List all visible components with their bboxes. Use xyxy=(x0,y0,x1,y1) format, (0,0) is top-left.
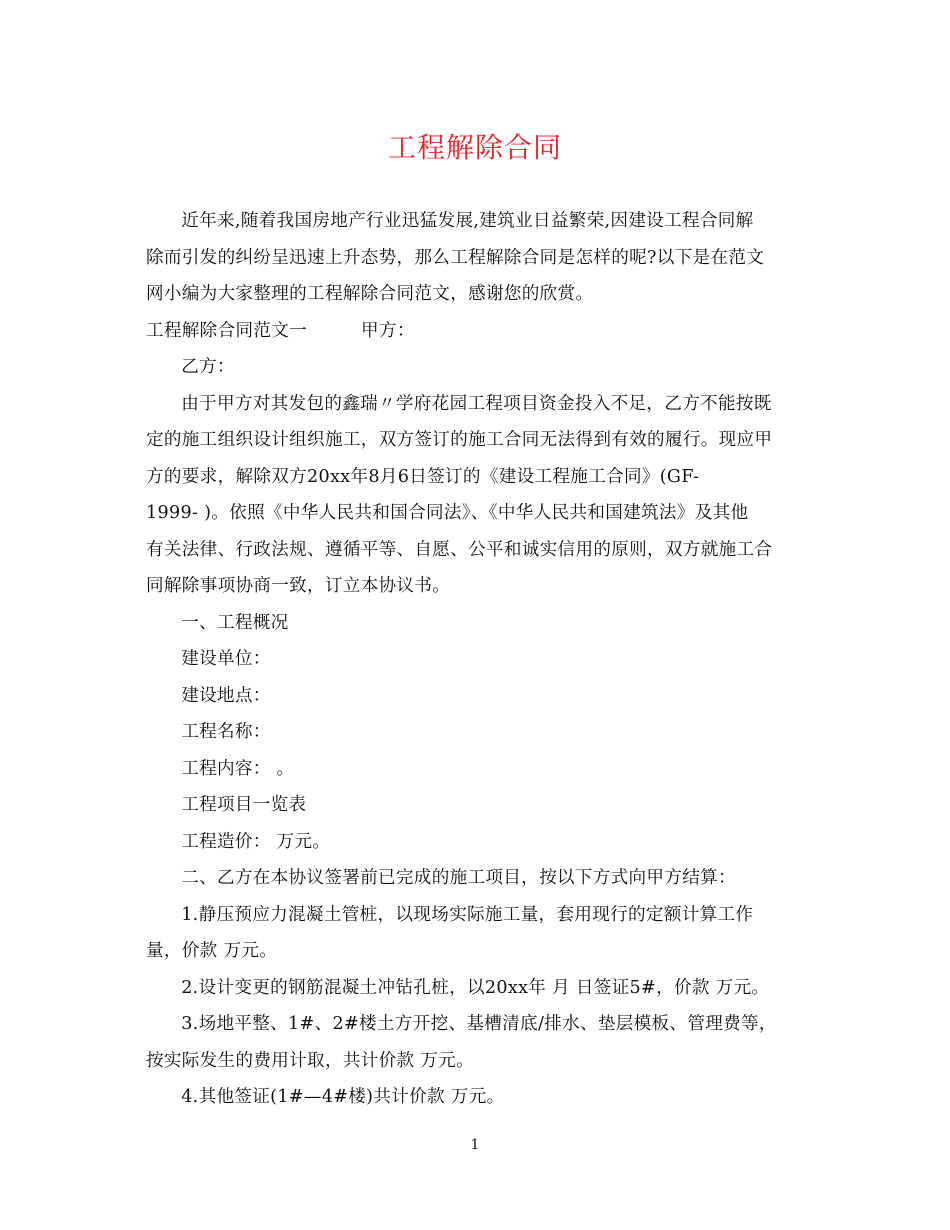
party-b: 乙方： xyxy=(181,357,235,377)
item-one-line-2: 量，价款 万元。 xyxy=(146,941,278,961)
intro-line-3: 网小编为大家整理的工程解除合同范文，感谢您的欣赏。 xyxy=(146,284,594,304)
document-title: 工程解除合同 xyxy=(387,131,562,164)
reason-line-4: 1999- )。依照《中华人民共和国合同法》、《中华人民共和国建筑法》及其他 xyxy=(146,503,749,523)
sample-heading: 工程解除合同范文一 xyxy=(146,320,308,341)
reason-line-3: 方的要求，解除双方20xx年8月6日签订的《建设工程施工合同》(GF- xyxy=(146,466,700,487)
party-a: 甲方： xyxy=(361,320,415,341)
construction-site: 建设地点： xyxy=(181,685,271,706)
project-cost: 工程造价： 万元。 xyxy=(181,831,331,852)
document-body xyxy=(146,203,806,1116)
construction-unit: 建设单位： xyxy=(181,649,271,669)
project-name: 工程名称： xyxy=(181,722,271,742)
item-one-line-1: 1.静压预应力混凝土管桩，以现场实际施工量，套用现行的定额计算工作 xyxy=(181,904,754,925)
reason-line-6: 同解除事项协商一致，订立本协议书。 xyxy=(146,576,451,596)
section-one-heading: 一、工程概况 xyxy=(181,612,289,633)
item-three-line-1: 3.场地平整、1#、2#楼土方开挖、基槽清底/排水、垫层模板、管理费等， xyxy=(181,1014,777,1034)
reason-line-5: 有关法律、行政法规、遵循平等、自愿、公平和诚实信用的原则，双方就施工合 xyxy=(146,539,773,560)
item-three-line-2: 按实际发生的费用计取，共计价款 万元。 xyxy=(146,1050,474,1071)
reason-line-1: 由于甲方对其发包的鑫瑞〃学府花园工程项目资金投入不足，乙方不能按既 xyxy=(181,393,772,414)
project-list-title: 工程项目一览表 xyxy=(181,795,307,815)
reason-line-2: 定的施工组织设计组织施工，双方签订的施工合同无法得到有效的履行。现应甲 xyxy=(146,430,773,450)
sample-heading-line xyxy=(146,313,806,350)
project-content: 工程内容： 。 xyxy=(181,758,295,779)
item-four: 4.其他签证(1#—4#楼)共计价款 万元。 xyxy=(181,1087,505,1107)
section-two-heading: 二、乙方在本协议签署前已完成的施工项目，按以下方式向甲方结算： xyxy=(181,868,736,888)
item-two: 2.设计变更的钢筋混凝土冲钻孔桩，以20xx年 月 日签证5#，价款 万元。 xyxy=(181,977,770,998)
page-number: 1 xyxy=(470,1137,480,1153)
intro-line-2: 除而引发的纠纷呈迅速上升态势，那么工程解除合同是怎样的呢?以下是在范文 xyxy=(146,247,765,268)
intro-line-1: 近年来,随着我国房地产行业迅猛发展,建筑业日益繁荣,因建设工程合同解 xyxy=(181,211,754,231)
